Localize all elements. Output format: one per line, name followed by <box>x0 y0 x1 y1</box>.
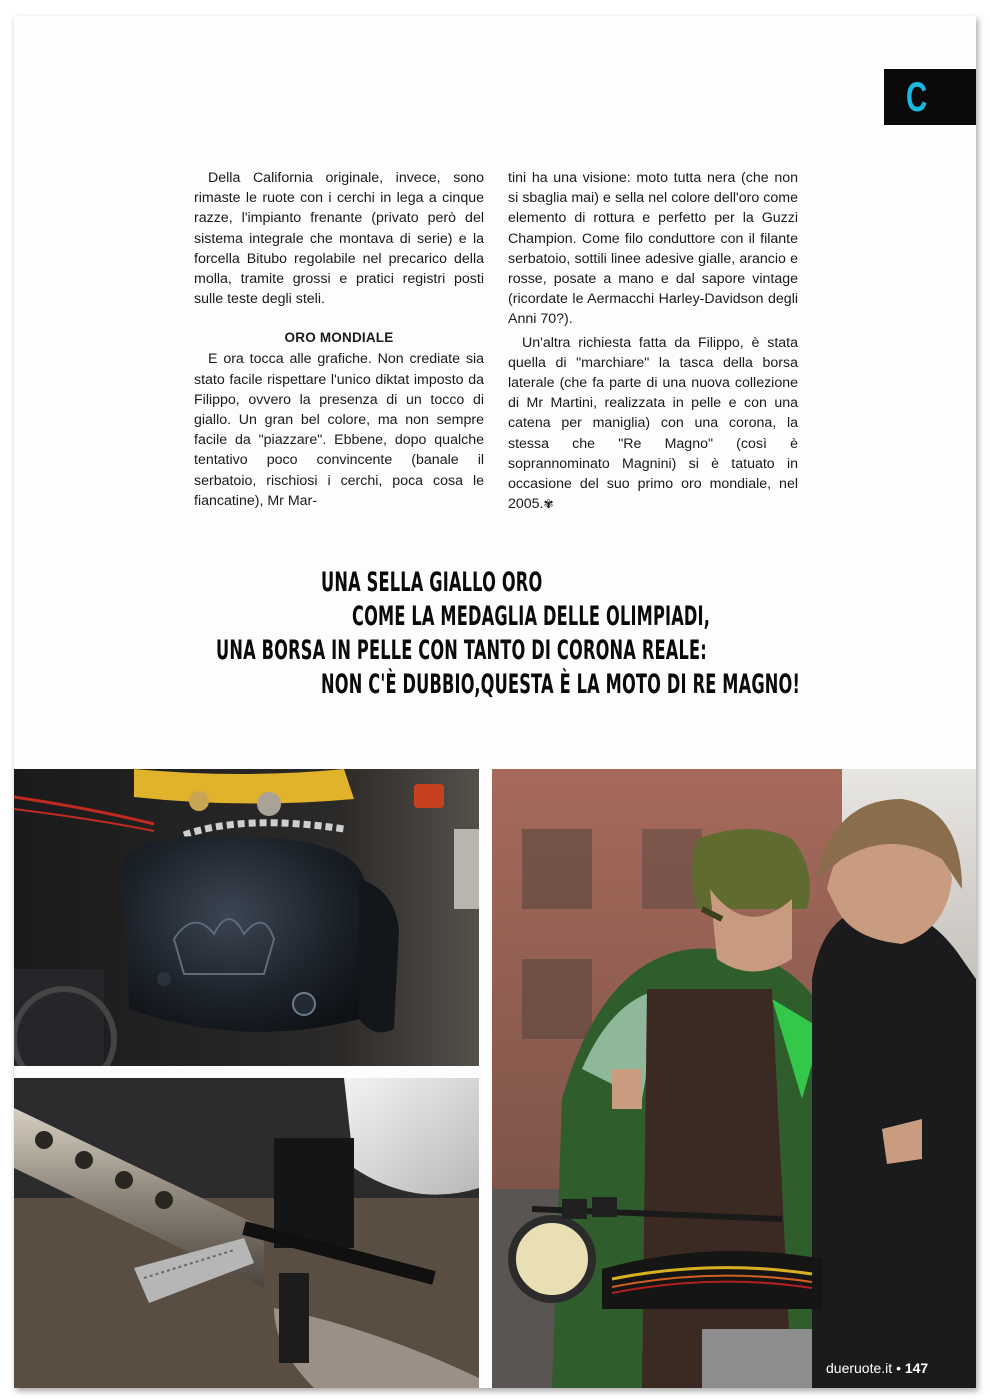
section-tab <box>884 69 976 125</box>
end-mark-icon: ✾ <box>543 497 554 512</box>
pull-quote <box>14 561 976 711</box>
article-paragraph: Della California originale, invece, sono rimaste le ruote con i cerchi in lega a cinque razze, l'impianto frenante (privato però del sistema integrale che montava di serie) e la forcella Bitubo regolabile nel precarico della molla, tramite grossi e pratici registri posti sulle teste degli steli. <box>194 170 484 308</box>
article-paragraph <box>508 333 798 515</box>
riders-photo <box>492 769 976 1388</box>
riders-illustration <box>492 769 976 1388</box>
exhaust-illustration <box>14 1078 479 1388</box>
magazine-page <box>14 16 976 1388</box>
pull-quote-line: NON C'È DUBBIO,QUESTA È LA MOTO DI RE MAGNO! <box>321 669 801 700</box>
saddlebag-illustration <box>14 769 479 1066</box>
exhaust-photo <box>14 1078 479 1388</box>
section-letter: C <box>906 73 928 120</box>
pull-quote-line: UNA SELLA GIALLO ORO <box>321 567 543 598</box>
pull-quote-line: COME LA MEDAGLIA DELLE OLIMPIADI, <box>352 601 711 632</box>
article-paragraph: E ora tocca alle grafiche. Non crediate sia stato facile rispettare l'unico diktat imposto da Filippo, ovvero la presenza di un tocco di giallo. Un gran bel colore, ma non sempre facile da "piazzare". Ebbene, dopo qualche tentativo poco convincente (banale il serbatoio, rischiosi i cerchi, poca cosa le fiancatine), Mr Mar- <box>194 351 484 509</box>
pull-quote-line: UNA BORSA IN PELLE CON TANTO DI CORONA REALE: <box>216 635 707 666</box>
page-footer <box>826 1360 928 1376</box>
page-number: 147 <box>904 1360 929 1376</box>
article-paragraph: tini ha una visione: moto tutta nera (che non si sbaglia mai) e sella nel colore dell'oro come elemento di rottura e perfetto per la Guzzi Champion. Come filo conduttore con il filante serbatoio, sottili linee adesive gialle, arancio e rosse, posate a mano e dal sapore vintage (ricordate le Aermacchi Harley-Davidson degli Anni 70?). <box>508 170 798 328</box>
article-subheading: ORO MONDIALE <box>284 330 394 346</box>
article-paragraph-text: Un'altra richiesta fatta da Filippo, è stata quella di "marchiare" la tasca della borsa laterale (che fa parte di una nuova collezione di Mr Martini, realizzata in pelle e con una catena per maniglia) con una corona, la stessa che "Re Magno" (così è soprannominato Magnini) si è tatuato in occasione del suo primo oro mondiale, nel 2005. <box>508 334 798 513</box>
article-column-right <box>508 168 798 514</box>
saddlebag-photo <box>14 769 479 1066</box>
article-column-left <box>194 168 484 511</box>
website-name: dueruote.it <box>826 1360 893 1376</box>
footer-separator: • <box>896 1360 901 1376</box>
